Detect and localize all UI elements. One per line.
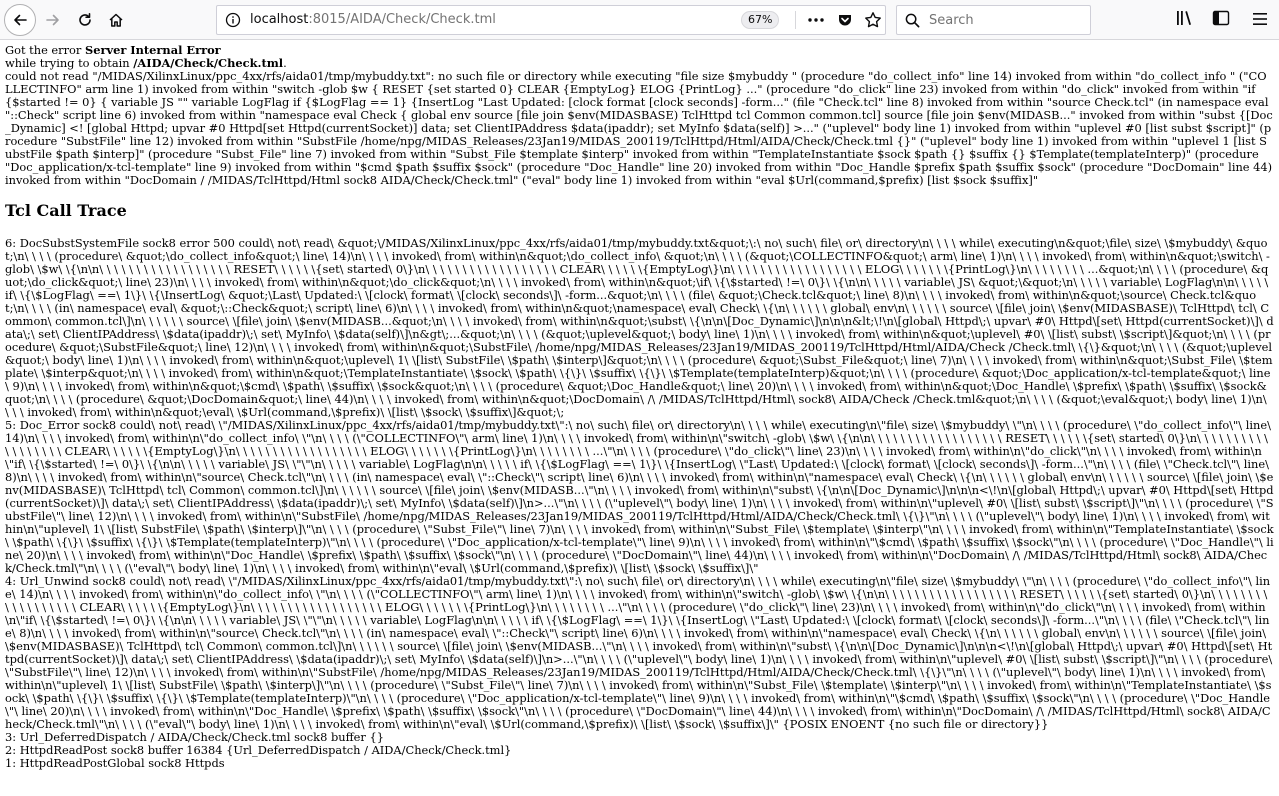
error-while-text: while trying to obtain [5, 56, 130, 70]
error-intro: Got the error [5, 43, 82, 57]
call-trace [5, 237, 1274, 770]
url-bar[interactable] [216, 5, 886, 35]
trace-title: Tcl Call Trace [5, 201, 127, 220]
trace-frame: 5: Doc_Error sock8 could\ not\ read\ \"/MIDAS/XilinxLinux/ppc_4xx/rfs/aida01/tmp/mybuddy.txt\":\ no\ such\ file\ or\ directory\n\ \ \ \ while\ executing\n\"file\ size\ \$mybuddy\ \"\n\ \ \ \ (procedure\ \"do_collect_info\"\ line\ 14)\n\ \ \ \ invoked\ from\ within\n\"do_collect_info\ \"\n\ \ \ \ (\"COLLECTINFO\"\ arm\ line\ 1)\n\ \ \ \ invoked\ from\ within\n\"switch\ -glob\ \$w\ \{\n\n\ \ \ \ \ \ \ \ \ \ \ \ \ \ \ \ \ \ RESET\ \ \ \ \ \{set\ started\ 0\}\n\ \ \ \ \ \ \ \ \ \ \ \ \ \ \ \ \ \ CLEAR\ \ \ \ \ \{EmptyLog\}\n\ \ \ \ \ \ \ \ \ \ \ \ \ \ \ \ \ \ ELOG\ \ \ \ \ \ \{PrintLog\}\n\ \ \ \ \ \ \ \ ...\"\n\ \ \ \ (procedure\ \"do_click\"\ line\ 23)\n\ \ \ \ invoked\ from\ within\n\"do_click\"\n\ \ \ \ invoked\ from\ within\n\"if\ \{\$started\ !=\ 0\}\ \{\n\n\ \ \ \ \ variable\ JS\ \"\"\n\ \ \ \ \ variable\ LogFlag\n\n\ \ \ \ \ if\ \{\$LogFlag\ ==\ 1\}\ \{InsertLog\ \"Last\ Updated:\ \[clock\ format\ \[clock\ seconds\]\ -form...\"\n\ \ \ \ (file\ \"Check.tcl\"\ line\ 8)\n\ \ \ \ invoked\ from\ within\n\"source\ Check.tcl\"\n\ \ \ \ (in\ namespace\ eval\ \"::Check\"\ script\ line\ 6)\n\ \ \ \ invoked\ from\ within\n\"namespace\ eval\ Check\ \{\n\ \ \ \ \ \ global\ env\n\ \ \ \ \ \ source\ \[file\ join\ \$env(MIDASBASE)\ TclHttpd\ tcl\ Common\ common.tcl\]\n\ \ \ \ \ \ source\ \[file\ join\ \$env(MIDASB...\"\n\ \ \ \ invoked\ from\ within\n\"subst\ \{\n\n\[Doc_Dynamic\]\n\n\n<\!\n\[global\ Httpd\;\ upvar\ #0\ Httpd\[set\ Httpd(currentSocket)\]\ data\;\ set\ ClientIPAddress\ \$data(ipaddr)\;\ set\ MyInfo\ \$data(self)\]\n>...\"\n\ \ \ \ (\"uplevel\"\ body\ line\ 1)\n\ \ \ \ invoked\ from\ within\n\"uplevel\ #0\ \[list\ subst\ \$script\]\"\n\ \ \ \ (procedure\ \"SubstFile\"\ line\ 12)\n\ \ \ \ invoked\ from\ within\n\"SubstFile\ /home/npg/MIDAS_Releases/23Jan19/MIDAS_200119/TclHttpd/Html/AIDA/Check/Check.tml\ \{\}\"\n\ \ \ \ (\"uplevel\"\ body\ line\ 1)\n\ \ \ \ invoked\ from\ within\n\"uplevel\ 1\ \[list\ SubstFile\ \$path\ \$interp\]\"\n\ \ \ \ (procedure\ \"Subst_File\"\ line\ 7)\n\ \ \ \ invoked\ from\ within\n\"Subst_File\ \$template\ \$interp\"\n\ \ \ \ invoked\ from\ within\n\"TemplateInstantiate\ \$sock\ \$path\ \{\}\ \$suffix\ \{\}\ \$Template(templateInterp)\"\n\ \ \ \ (procedure\ \"Doc_application/x-tcl-template\"\ line\ 9)\n\ \ \ \ invoked\ from\ within\n\"\$cmd\ \$path\ \$suffix\ \$sock\"\n\ \ \ \ (procedure\ \"Doc_Handle\"\ line\ 20)\n\ \ \ \ invoked\ from\ within\n\"Doc_Handle\ \$prefix\ \$path\ \$suffix\ \$sock\"\n\ \ \ \ (procedure\ \"DocDomain\"\ line\ 44)\n\ \ \ \ invoked\ from\ within\n\"DocDomain\ /\ /MIDAS/TclHttpd/Html\ sock8\ AIDA/Check/Check.tml\"\n\ \ \ \ (\"eval\"\ body\ line\ 1)\n\ \ \ \ invoked\ from\ within\n\"eval\ \$Url(command,\$prefix)\ \[list\ \$sock\ \$suffix\]\" [5, 418, 1274, 575]
back-icon [12, 12, 28, 28]
url-text[interactable] [250, 12, 496, 28]
error-path-suffix: . [283, 56, 287, 70]
search-input[interactable] [929, 11, 1079, 29]
forward-button[interactable] [38, 5, 68, 35]
trace-frame: 4: Url_Unwind sock8 could\ not\ read\ \"/MIDAS/XilinxLinux/ppc_4xx/rfs/aida01/tmp/mybuddy.txt\":\ no\ such\ file\ or\ directory\n\ \ \ \ while\ executing\n\"file\ size\ \$mybuddy\ \"\n\ \ \ \ (procedure\ \"do_collect_info\"\ line\ 14)\n\ \ \ \ invoked\ from\ within\n\"do_collect_info\ \"\n\ \ \ \ (\"COLLECTINFO\"\ arm\ line\ 1)\n\ \ \ \ invoked\ from\ within\n\"switch\ -glob\ \$w\ \{\n\n\ \ \ \ \ \ \ \ \ \ \ \ \ \ \ \ \ \ RESET\ \ \ \ \ \{set\ started\ 0\}\n\ \ \ \ \ \ \ \ \ \ \ \ \ \ \ \ \ \ CLEAR\ \ \ \ \ \{EmptyLog\}\n\ \ \ \ \ \ \ \ \ \ \ \ \ \ \ \ \ \ ELOG\ \ \ \ \ \ \{PrintLog\}\n\ \ \ \ \ \ \ \ ...\"\n\ \ \ \ (procedure\ \"do_click\"\ line\ 23)\n\ \ \ \ invoked\ from\ within\n\"do_click\"\n\ \ \ \ invoked\ from\ within\n\"if\ \{\$started\ !=\ 0\}\ \{\n\n\ \ \ \ \ variable\ JS\ \"\"\n\ \ \ \ \ variable\ LogFlag\n\n\ \ \ \ \ if\ \{\$LogFlag\ ==\ 1\}\ \{InsertLog\ \"Last\ Updated:\ \[clock\ format\ \[clock\ seconds\]\ -form...\"\n\ \ \ \ (file\ \"Check.tcl\"\ line\ 8)\n\ \ \ \ invoked\ from\ within\n\"source\ Check.tcl\"\n\ \ \ \ (in\ namespace\ eval\ \"::Check\"\ script\ line\ 6)\n\ \ \ \ invoked\ from\ within\n\"namespace\ eval\ Check\ \{\n\ \ \ \ \ \ global\ env\n\ \ \ \ \ \ source\ \[file\ join\ \$env(MIDASBASE)\ TclHttpd\ tcl\ Common\ common.tcl\]\n\ \ \ \ \ \ source\ \[file\ join\ \$env(MIDASB...\"\n\ \ \ \ invoked\ from\ within\n\"subst\ \{\n\n\[Doc_Dynamic\]\n\n\n<\!\n\[global\ Httpd\;\ upvar\ #0\ Httpd\[set\ Httpd(currentSocket)\]\ data\;\ set\ ClientIPAddress\ \$data(ipaddr)\;\ set\ MyInfo\ \$data(self)\]\n>...\"\n\ \ \ \ (\"uplevel\"\ body\ line\ 1)\n\ \ \ \ invoked\ from\ within\n\"uplevel\ #0\ \[list\ subst\ \$script\]\"\n\ \ \ \ (procedure\ \"SubstFile\"\ line\ 12)\n\ \ \ \ invoked\ from\ within\n\"SubstFile\ /home/npg/MIDAS_Releases/23Jan19/MIDAS_200119/TclHttpd/Html/AIDA/Check/Check.tml\ \{\}\"\n\ \ \ \ (\"uplevel\"\ body\ line\ 1)\n\ \ \ \ invoked\ from\ within\n\"uplevel\ 1\ \[list\ SubstFile\ \$path\ \$interp\]\"\n\ \ \ \ (procedure\ \"Subst_File\"\ line\ 7)\n\ \ \ \ invoked\ from\ within\n\"Subst_File\ \$template\ \$interp\"\n\ \ \ \ invoked\ from\ within\n\"TemplateInstantiate\ \$sock\ \$path\ \{\}\ \$suffix\ \{\}\ \$Template(templateInterp)\"\n\ \ \ \ (procedure\ \"Doc_application/x-tcl-template\"\ line\ 9)\n\ \ \ \ invoked\ from\ within\n\"\$cmd\ \$path\ \$suffix\ \$sock\"\n\ \ \ \ (procedure\ \"Doc_Handle\"\ line\ 20)\n\ \ \ \ invoked\ from\ within\n\"Doc_Handle\ \$prefix\ \$path\ \$suffix\ \$sock\"\n\ \ \ \ (procedure\ \"DocDomain\"\ line\ 44)\n\ \ \ \ invoked\ from\ within\n\"DocDomain\ /\ /MIDAS/TclHttpd/Html\ sock8\ AIDA/Check/Check.tml\"\n\ \ \ \ (\"eval\"\ body\ line\ 1)\n\ \ \ \ invoked\ from\ within\n\"eval\ \$Url(command,\$prefix)\ \[list\ \$sock\ \$suffix\]\" {POSIX ENOENT {no such file or directory}} [5, 574, 1273, 731]
url-host: localhost [250, 12, 309, 27]
trace-frame: 2: HttpdReadPost sock8 buffer 16384 {Url_DeferredDispatch / AIDA/Check/Check.tml} [5, 743, 512, 757]
error-path: /AIDA/Check/Check.tml [133, 56, 284, 70]
error-page [0, 40, 1279, 770]
library-icon[interactable] [1175, 9, 1195, 27]
search-bar[interactable] [896, 5, 1091, 35]
trace-frame: 6: DocSubstSystemFile sock8 error 500 could\ not\ read\ &quot;\/MIDAS/XilinxLinux/ppc_4xx/rfs/aida01/tmp/mybuddy.txt&quot;\:\ no\ such\ file\ or\ directory\n\ \ \ \ while\ executing\n&quot;\file\ size\ \$mybuddy\ &quot;\n\ \ \ \ (procedure\ &quot;\do_collect_info&quot;\ line\ 14)\n\ \ \ \ invoked\ from\ within\n&quot;\do_collect_info\ &quot;\n\ \ \ \ (&quot;\COLLECTINFO&quot;\ arm\ line\ 1)\n\ \ \ \ invoked\ from\ within\n&quot;\switch\ -glob\ \$w\ \{\n\n\ \ \ \ \ \ \ \ \ \ \ \ \ \ \ \ \ \ RESET\ \ \ \ \ \{set\ started\ 0\}\n\ \ \ \ \ \ \ \ \ \ \ \ \ \ \ \ \ \ CLEAR\ \ \ \ \ \{EmptyLog\}\n\ \ \ \ \ \ \ \ \ \ \ \ \ \ \ \ \ \ ELOG\ \ \ \ \ \ \{PrintLog\}\n\ \ \ \ \ \ \ \ ...&quot;\n\ \ \ \ (procedure\ &quot;\do_click&quot;\ line\ 23)\n\ \ \ \ invoked\ from\ within\n&quot;\do_click&quot;\n\ \ \ \ invoked\ from\ within\n&quot;\if\ \{\$started\ !=\ 0\}\ \{\n\n\ \ \ \ \ variable\ JS\ &quot;\&quot;\n\ \ \ \ \ variable\ LogFlag\n\n\ \ \ \ \ if\ \{\$LogFlag\ ==\ 1\}\ \{\InsertLog\ &quot;\Last\ Updated:\ \[clock\ format\ \[clock\ seconds\]\ -form...&quot;\n\ \ \ \ (file\ &quot;\Check.tcl&quot;\ line\ 8)\n\ \ \ \ invoked\ from\ within\n&quot;\source\ Check.tcl&quot;\n\ \ \ \ (in\ namespace\ eval\ &quot;\::Check&quot;\ script\ line\ 6)\n\ \ \ \ invoked\ from\ within\n&quot;\namespace\ eval\ Check\ \{\n\ \ \ \ \ \ global\ env\n\ \ \ \ \ \ source\ \[file\ join\ \$env(MIDASBASE)\ TclHttpd\ tcl\ Common\ common.tcl\]\n\ \ \ \ \ \ source\ \[file\ join\ \$env(MIDASB...&quot;\n\ \ \ \ invoked\ from\ within\n&quot;\subst\ \{\n\n\[Doc_Dynamic\]\n\n\n&lt;\!\n\[global\ Httpd\;\ upvar\ #0\ Httpd\[set\ Httpd(currentSocket)\]\ data\;\ set\ ClientIPAddress\ \$data(ipaddr)\;\ set\ MyInfo\ \$data(self)\]\n&gt\;...&quot;\n\ \ \ \ (&quot;\uplevel&quot;\ body\ line\ 1)\n\ \ \ \ invoked\ from\ within\n&quot;\uplevel\ #0\ \[list\ subst\ \$script\]&quot;\n\ \ \ \ (procedure\ &quot;\SubstFile&quot;\ line\ 12)\n\ \ \ \ invoked\ from\ within\n&quot;\SubstFile\ /home/npg/MIDAS_Releases/23Jan19/MIDAS_200119/TclHttpd/Html/AIDA/Check /Check.tml\ \{\}&quot;\n\ \ \ \ (&quot;\uplevel&quot;\ body\ line\ 1)\n\ \ \ \ invoked\ from\ within\n&quot;\uplevel\ 1\ \[list\ SubstFile\ \$path\ \$interp\]&quot;\n\ \ \ \ (procedure\ &quot;\Subst_File&quot;\ line\ 7)\n\ \ \ \ invoked\ from\ within\n&quot;\Subst_File\ \$template\ \$interp&quot;\n\ \ \ \ invoked\ from\ within\n&quot;\TemplateInstantiate\ \$sock\ \$path\ \{\}\ \$suffix\ \{\}\ \$Template(templateInterp)&quot;\n\ \ \ \ (procedure\ &quot;\Doc_application/x-tcl-template&quot;\ line\ 9)\n\ \ \ \ invoked\ from\ within\n&quot;\$cmd\ \$path\ \$suffix\ \$sock&quot;\n\ \ \ \ (procedure\ &quot;\Doc_Handle&quot;\ line\ 20)\n\ \ \ \ invoked\ from\ within\n&quot;\Doc_Handle\ \$prefix\ \$path\ \$suffix\ \$sock&quot;\n\ \ \ \ (procedure\ &quot;\DocDomain&quot;\ line\ 44)\n\ \ \ \ invoked\ from\ within\n&quot;\DocDomain\ /\ /MIDAS/TclHttpd/Html\ sock8\ AIDA/Check /Check.tml&quot;\n\ \ \ \ (&quot;\eval&quot;\ body\ line\ 1)\n\ \ \ \ invoked\ from\ within\n&quot;\eval\ \$Url(command,\$prefix)\ \[list\ \$sock\ \$suffix\]&quot;\; [5, 236, 1274, 419]
error-message: could not read "/MIDAS/XilinxLinux/ppc_4xx/rfs/aida01/tmp/mybuddy.txt": no such file or directory while executing "file size $mybuddy " (procedure "do_collect_info" line 14) invoked from within "do_collect_info " ("COLLECTINFO" arm line 1) invoked from within "switch -glob $w { RESET {set started 0} CLEAR {EmptyLog} ELOG {PrintLog} ..." (procedure "do_click" line 23) invoked from within "do_click" invoked from within "if {$started != 0} { variable JS "" variable LogFlag if {$LogFlag == 1} {InsertLog "Last Updated: [clock format [clock seconds] -form..." (file "Check.tcl" line 8) invoked from within "source Check.tcl" (in namespace eval "::Check" script line 6) invoked from within "namespace eval Check { global env source [file join $env(MIDASBASE) TclHttpd tcl Common common.tcl] source [file join $env(MIDASB..." invoked from within "subst {[Doc_Dynamic] <! [global Httpd; upvar #0 Httpd[set Httpd(currentSocket)] data; set ClientIPAddress $data(ipaddr); set MyInfo $data(self)] >..." ("uplevel" body line 1) invoked from within "uplevel #0 [list subst $script]" (procedure "SubstFile" line 12) invoked from within "SubstFile /home/npg/MIDAS_Releases/23Jan19/MIDAS_200119/TclHttpd/Html/AIDA/Check/Check.tml {}" ("uplevel" body line 1) invoked from within "uplevel 1 [list SubstFile $path $interp]" (procedure "Subst_File" line 7) invoked from within "Subst_File $template $interp" invoked from within "TemplateInstantiate $sock $path {} $suffix {} $Template(templateInterp)" (procedure "Doc_application/x-tcl-template" line 9) invoked from within "$cmd $path $suffix $sock" (procedure "Doc_Handle" line 20) invoked from within "Doc_Handle $prefix $path $suffix $sock" (procedure "DocDomain" line 44) invoked from within "DocDomain / /MIDAS/TclHttpd/Html sock8 AIDA/Check/Check.tml" ("eval" body line 1) invoked from within "eval $Url(command,$prefix) [list $sock $suffix]" [5, 69, 1273, 187]
search-icon [905, 13, 920, 28]
urlbar-divider [795, 11, 796, 29]
browser-toolbar [0, 0, 1279, 40]
reload-button[interactable] [70, 5, 100, 35]
info-icon[interactable] [225, 12, 241, 28]
forward-icon [45, 12, 61, 28]
page-content [0, 40, 1279, 796]
home-button[interactable] [101, 5, 131, 35]
sidebar-icon[interactable] [1212, 10, 1230, 26]
more-icon[interactable] [807, 13, 825, 27]
back-button[interactable] [4, 4, 36, 36]
pocket-icon[interactable] [837, 12, 853, 28]
trace-frame: 1: HttpdReadPostGlobal sock8 Httpds [5, 756, 225, 770]
reload-icon [77, 12, 93, 28]
trace-frame: 3: Url_DeferredDispatch / AIDA/Check/Check.tml sock8 buffer {} [5, 730, 384, 744]
zoom-level-button[interactable]: 67% [741, 11, 779, 29]
menu-icon[interactable] [1252, 11, 1268, 27]
home-icon [108, 12, 124, 28]
star-icon[interactable] [864, 11, 882, 29]
error-name: Server Internal Error [85, 43, 221, 57]
url-path: :8015/AIDA/Check/Check.tml [308, 12, 496, 27]
